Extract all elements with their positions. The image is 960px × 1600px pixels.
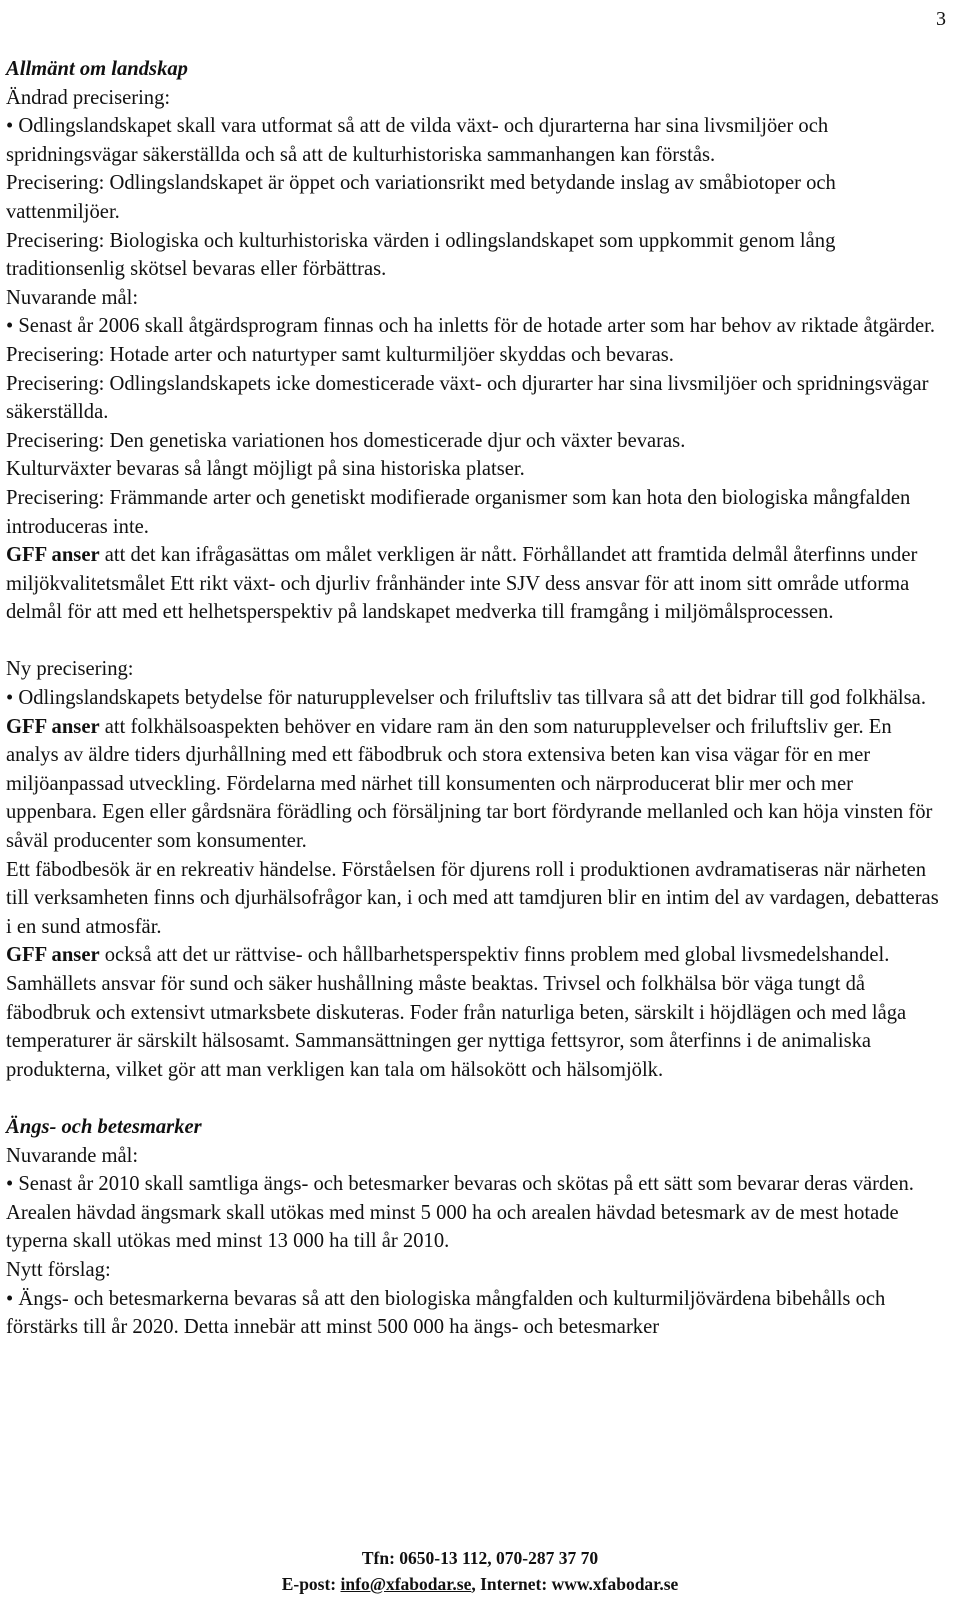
precision-alien-species: Precisering: Främmande arter och genetiskt modifierade organismer som kan hota den biologiska mångfalden introduceras inte.	[6, 486, 911, 538]
paragraph-gap	[6, 1084, 946, 1113]
gff-label: GFF anser	[6, 715, 100, 738]
precision-genetic-variation: Precisering: Den genetiska variationen hos domesticerade djur och växter bevaras.	[6, 429, 686, 452]
label-current-goal: Nuvarande mål:	[6, 286, 139, 309]
label-current-goal: Nuvarande mål:	[6, 1144, 139, 1167]
cultural-plants-text: Kulturväxter bevaras så långt möjligt på sina historiska platser.	[6, 458, 525, 481]
gff-opinion-paragraph-3	[6, 941, 946, 1084]
page-number: 3	[936, 8, 946, 30]
section-heading-landscape: Allmänt om landskap	[6, 58, 188, 80]
bullet-action-programs: • Senast år 2006 skall åtgärdsprogram finnas och ha inletts för de hotade arter som har behov av riktade åtgärder.	[6, 315, 936, 338]
footer-phone: Tfn: 0650-13 112, 070-287 37 70	[361, 1548, 599, 1568]
gff-opinion-text: att folkhälsoaspekten behöver en vidare ram än den som naturupplevelser och friluftsliv ger. En analys av äldre tiders djurhållning med ett fäbodbruk och stora extensiva beten kan visa vägar för en mer miljöanpassad utveckling. Fördelarna med närhet till konsumenten och närproducerat blir mer och mer uppenbara. Egen eller gårdsnära förädling och försäljning tar bort fördyrande mellanled och kan höja vinsten för såväl producenter som konsumenter.	[6, 715, 933, 853]
document-body	[6, 55, 946, 1342]
bullet-landscape-goal: • Odlingslandskapet skall vara utformat så att de vilda växt- och djurarterna har sina livsmiljöer och spridningsvägar säkerställda och så att de kulturhistoriska sammanhangen kan förstås.	[6, 115, 829, 166]
precision-open-landscape: Precisering: Odlingslandskapet är öppet och variationsrikt med betydande inslag av småbiotoper och vattenmiljöer.	[6, 172, 836, 223]
paragraph-gap	[6, 627, 946, 656]
precision-wild-species: Precisering: Odlingslandskapets icke domesticerade växt- och djurarter har sina livsmiljöer och spridningsvägar säkerställda.	[6, 372, 929, 424]
fabod-visit-paragraph: Ett fäbodbesök är en rekreativ händelse. Förståelsen för djurens roll i produktionen avdramatiseras när närheten till verksamheten finns och djurhälsofrågor kan, i och med att tamdjuren blir en intim del av vardagen, debatteras i en sund atmosfär.	[6, 858, 939, 938]
gff-opinion-text: att det kan ifrågasättas om målet verkligen är nått. Förhållandet att framtida delmål återfinns under miljökvalitetsmålet Ett rikt växt- och djurliv frånhänder inte SJV dess ansvar för att inom sitt område utforma delmål för att med ett helhetsperspektiv på landskapet medverka till framgång i miljömålsprocessen.	[6, 544, 918, 624]
gff-label: GFF anser	[6, 944, 100, 967]
website-link[interactable]: www.xfabodar.se	[551, 1574, 679, 1594]
gff-opinion-paragraph-2	[6, 713, 946, 856]
email-link[interactable]: info@xfabodar.se	[340, 1574, 472, 1594]
precision-biological-values: Precisering: Biologiska och kulturhistoriska värden i odlingslandskapet som uppkommit genom lång traditionsenlig skötsel bevaras eller förbättras.	[6, 229, 836, 281]
internet-label: , Internet:	[471, 1574, 552, 1594]
precision-threatened-species: Precisering: Hotade arter och naturtyper samt kulturmiljöer skyddas och bevaras.	[6, 343, 674, 366]
gff-opinion-paragraph-1	[6, 541, 946, 627]
label-new-precision: Ny precisering:	[6, 658, 134, 681]
section-heading-meadows: Ängs- och betesmarker	[6, 1115, 202, 1138]
email-label: E-post:	[281, 1574, 341, 1594]
footer-contact	[0, 1571, 960, 1597]
label-new-proposal: Nytt förslag:	[6, 1258, 111, 1281]
label-changed-precision: Ändrad precisering:	[6, 86, 171, 109]
bullet-meadows-2020: • Ängs- och betesmarkerna bevaras så att den biologiska mångfalden och kulturmiljövärdena bibehålls och förstärks till år 2020. Detta innebär att minst 500 000 ha ängs- och betesmarker	[6, 1287, 886, 1339]
bullet-public-health: • Odlingslandskapets betydelse för naturupplevelser och friluftsliv tas tillvara så att det bidrar till god folkhälsa.	[6, 687, 926, 710]
bullet-meadows-2010: • Senast år 2010 skall samtliga ängs- och betesmarker bevaras och skötas på ett sätt som bevarar deras värden. Arealen hävdad ängsmark skall utökas med minst 5 000 ha och arealen hävdad betesmark av de mest hotade typerna skall utökas med minst 13 000 ha till år 2010.	[6, 1173, 914, 1253]
gff-opinion-text: också att det ur rättvise- och hållbarhetsperspektiv finns problem med global livsmedelshandel. Samhällets ansvar för sund och säker hushållning måste beaktas. Trivsel och folkhälsa bör väga tungt då fäbodbruk och extensivt utmarksbete diskuteras. Foder från naturliga beten, särskilt i höjdlägen och med låga temperaturer är särskilt hälsosamt. Sammansättningen ger nyttiga fettsyror, som återfinns i de animaliska produkterna, vilket gör att man verkligen kan tala om hälsokött och hälsomjölk.	[6, 944, 907, 1081]
gff-label: GFF anser	[6, 544, 100, 567]
